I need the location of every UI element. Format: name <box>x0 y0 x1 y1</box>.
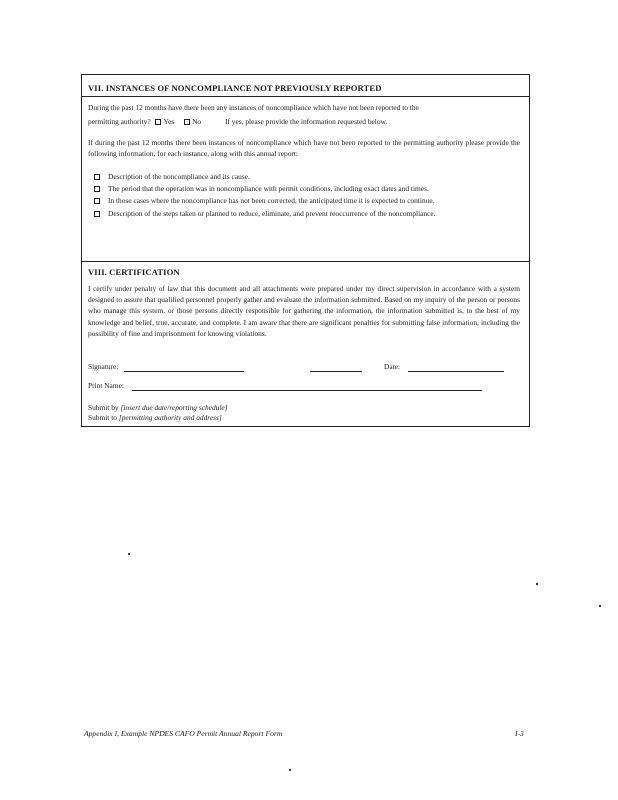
item-checkbox[interactable] <box>94 198 100 204</box>
item-label: The period that the operation was in noncompliance with permit conditions, including exact dates and times. <box>108 184 429 194</box>
signature-line <box>124 371 244 372</box>
noncompliance-question: During the past 12 months have there been any instances of noncompliance which have not been reported to the <box>88 103 419 112</box>
no-label: No <box>192 117 202 126</box>
page-number: I-3 <box>515 729 524 738</box>
item-checkbox[interactable] <box>94 211 100 217</box>
scan-speck <box>128 553 130 555</box>
heading-divider <box>82 96 529 97</box>
signature-line-extension <box>310 371 362 372</box>
scan-speck <box>599 605 601 607</box>
no-checkbox[interactable] <box>184 119 190 125</box>
if-yes-note: If yes, please provide the information requested below. <box>225 117 388 126</box>
checklist-item <box>94 209 519 220</box>
submit-by-label: Submit by <box>88 403 119 412</box>
checklist-item <box>94 196 519 207</box>
checklist-item <box>94 184 519 195</box>
report-form <box>81 74 530 427</box>
date-label: Date: <box>384 362 401 371</box>
item-label: Description of the steps taken or planned to reduce, eliminate, and prevent reoccurrence of the noncompliance. <box>108 208 436 218</box>
noncompliance-instructions: If during the past 12 months there been instances of noncompliance which have not been reported to the permitting authority please provide the following information, for each instance, along with this annual report: <box>88 138 520 159</box>
print-name-line <box>132 390 482 391</box>
submit-by-value: [insert due date/reporting schedule] <box>120 403 228 412</box>
print-name-label: Print Name: <box>88 381 124 390</box>
item-checkbox[interactable] <box>94 174 100 180</box>
item-checkbox[interactable] <box>94 186 100 192</box>
scan-speck <box>536 583 538 585</box>
submit-to-line <box>88 413 222 424</box>
section-7-heading: VII. INSTANCES OF NONCOMPLIANCE NOT PREVIOUSLY REPORTED <box>88 83 382 93</box>
submit-to-value: [permitting authority and address] <box>118 413 222 422</box>
submit-by-line <box>88 403 228 414</box>
yes-label: Yes <box>163 117 175 126</box>
question-continuation: permitting authority? <box>88 117 151 126</box>
signature-field[interactable] <box>124 361 244 371</box>
section-noncompliance <box>82 75 529 262</box>
item-label: In those cases where the noncompliance has not been corrected, the anticipated time it is expected to continue. <box>108 196 435 206</box>
print-name-field[interactable] <box>132 380 482 390</box>
noncompliance-answer-row <box>88 117 387 128</box>
signature-label: Signature: <box>88 362 119 371</box>
yes-checkbox[interactable] <box>155 119 161 125</box>
footer-title: Appendix I, Example NPDES CAFO Permit Annual Report Form <box>84 729 283 738</box>
scan-speck <box>289 769 291 771</box>
item-label: Description of the noncompliance and its cause. <box>108 172 250 181</box>
noncompliance-checklist <box>94 172 519 221</box>
checklist-item <box>94 172 519 183</box>
section-8-heading: VIII. CERTIFICATION <box>88 267 180 277</box>
certification-statement: I certify under penalty of law that this document and all attachments were prepared under my direct supervision in accordance with a system designed to assure that qualified personnel properly gather and evaluate the information submitted. Based on my inquiry of the person or persons who manage this system, or those persons directly responsible for gathering the information, the information submitted is, to the best of my knowledge and belief, true, accurate, and complete. I am aware that there are significant penalties for submitting false information, including the possibility of fine and imprisonment for knowing violations. <box>88 284 520 338</box>
date-line <box>408 371 504 372</box>
date-field[interactable] <box>408 361 504 371</box>
submit-to-label: Submit to <box>88 413 117 422</box>
